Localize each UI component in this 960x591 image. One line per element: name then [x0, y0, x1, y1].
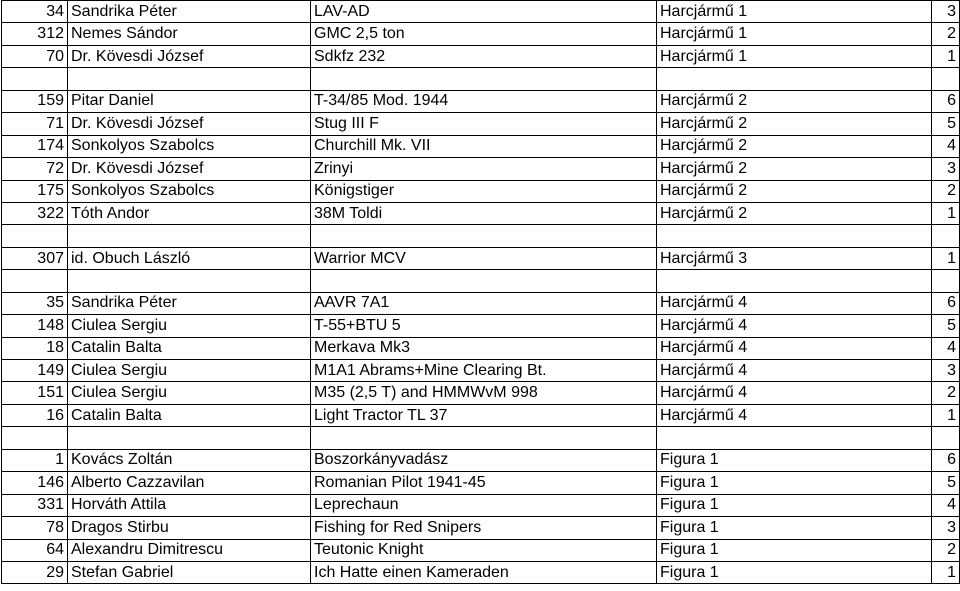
competitor-name-cell: Sandrika Péter — [68, 1, 311, 23]
model-name-cell: LAV-AD — [311, 1, 657, 23]
model-name-cell: T-34/85 Mod. 1944 — [311, 90, 657, 112]
competitor-name-cell: Dr. Kövesdi József — [68, 158, 311, 180]
table-row — [2, 472, 960, 494]
category-cell: Harcjármű 4 — [657, 382, 932, 404]
category-cell: Figura 1 — [657, 494, 932, 516]
entry-id-cell: 174 — [2, 135, 68, 157]
competitor-name-cell: Sonkolyos Szabolcs — [68, 135, 311, 157]
entry-id-cell: 148 — [2, 315, 68, 337]
model-name-cell: Teutonic Knight — [311, 539, 657, 561]
model-name-cell: Romanian Pilot 1941-45 — [311, 472, 657, 494]
table-row — [2, 180, 960, 202]
placement-cell: 1 — [932, 202, 960, 224]
competitor-name-cell: Catalin Balta — [68, 337, 311, 359]
placement-cell: 6 — [932, 292, 960, 314]
category-cell: Figura 1 — [657, 517, 932, 539]
table-row — [2, 1, 960, 23]
competitor-name-cell: Alberto Cazzavilan — [68, 472, 311, 494]
category-cell: Harcjármű 4 — [657, 292, 932, 314]
entry-id-cell: 149 — [2, 360, 68, 382]
table-row — [2, 292, 960, 314]
entry-id-cell: 70 — [2, 45, 68, 67]
entry-id-cell: 78 — [2, 517, 68, 539]
category-cell: Harcjármű 2 — [657, 180, 932, 202]
entry-id-cell: 151 — [2, 382, 68, 404]
table-row — [2, 494, 960, 516]
entry-id-cell: 312 — [2, 23, 68, 45]
entry-id-cell: 34 — [2, 1, 68, 23]
model-name-cell: Stug III F — [311, 113, 657, 135]
separator-row — [2, 225, 960, 247]
category-cell: Harcjármű 2 — [657, 135, 932, 157]
entry-id-cell: 322 — [2, 202, 68, 224]
table-row — [2, 382, 960, 404]
placement-cell: 3 — [932, 1, 960, 23]
placement-cell: 5 — [932, 315, 960, 337]
competitor-name-cell: Ciulea Sergiu — [68, 360, 311, 382]
placement-cell: 4 — [932, 135, 960, 157]
placement-cell: 1 — [932, 247, 960, 269]
competitor-name-cell: Tóth Andor — [68, 202, 311, 224]
placement-cell: 2 — [932, 23, 960, 45]
entry-id-cell: 175 — [2, 180, 68, 202]
placement-cell: 5 — [932, 472, 960, 494]
category-cell: Harcjármű 1 — [657, 1, 932, 23]
category-cell: Harcjármű 4 — [657, 360, 932, 382]
placement-cell: 4 — [932, 494, 960, 516]
entry-id-cell: 64 — [2, 539, 68, 561]
results-table-body — [2, 1, 960, 584]
category-cell: Harcjármű 1 — [657, 45, 932, 67]
separator-row — [2, 427, 960, 449]
model-name-cell: Zrinyi — [311, 158, 657, 180]
empty-cell — [68, 68, 311, 90]
model-name-cell: Boszorkányvadász — [311, 449, 657, 471]
table-row — [2, 23, 960, 45]
entry-id-cell: 29 — [2, 561, 68, 583]
table-row — [2, 135, 960, 157]
competitor-name-cell: Sonkolyos Szabolcs — [68, 180, 311, 202]
entry-id-cell: 331 — [2, 494, 68, 516]
model-name-cell: Fishing for Red Snipers — [311, 517, 657, 539]
placement-cell: 3 — [932, 158, 960, 180]
table-row — [2, 539, 960, 561]
category-cell: Figura 1 — [657, 539, 932, 561]
empty-cell — [2, 68, 68, 90]
model-name-cell: 38M Toldi — [311, 202, 657, 224]
empty-cell — [68, 225, 311, 247]
model-name-cell: M35 (2,5 T) and HMMWvM 998 — [311, 382, 657, 404]
category-cell: Harcjármű 3 — [657, 247, 932, 269]
model-name-cell: Leprechaun — [311, 494, 657, 516]
model-name-cell: Warrior MCV — [311, 247, 657, 269]
competitor-name-cell: Pitar Daniel — [68, 90, 311, 112]
category-cell: Figura 1 — [657, 472, 932, 494]
empty-cell — [2, 270, 68, 292]
table-row — [2, 337, 960, 359]
model-name-cell: Churchill Mk. VII — [311, 135, 657, 157]
category-cell: Figura 1 — [657, 561, 932, 583]
competitor-name-cell: Alexandru Dimitrescu — [68, 539, 311, 561]
empty-cell — [311, 427, 657, 449]
table-row — [2, 404, 960, 426]
table-row — [2, 202, 960, 224]
competitor-name-cell: Dr. Kövesdi József — [68, 45, 311, 67]
competitor-name-cell: Ciulea Sergiu — [68, 315, 311, 337]
model-name-cell: T-55+BTU 5 — [311, 315, 657, 337]
placement-cell: 2 — [932, 382, 960, 404]
empty-cell — [657, 427, 932, 449]
table-row — [2, 90, 960, 112]
competitor-name-cell: Ciulea Sergiu — [68, 382, 311, 404]
table-row — [2, 158, 960, 180]
competitor-name-cell: Sandrika Péter — [68, 292, 311, 314]
competitor-name-cell: Kovács Zoltán — [68, 449, 311, 471]
empty-cell — [932, 68, 960, 90]
category-cell: Harcjármű 2 — [657, 90, 932, 112]
placement-cell: 1 — [932, 561, 960, 583]
category-cell: Harcjármű 4 — [657, 337, 932, 359]
model-name-cell: GMC 2,5 ton — [311, 23, 657, 45]
empty-cell — [657, 225, 932, 247]
entry-id-cell: 1 — [2, 449, 68, 471]
empty-cell — [2, 225, 68, 247]
table-row — [2, 113, 960, 135]
table-row — [2, 360, 960, 382]
empty-cell — [311, 68, 657, 90]
category-cell: Harcjármű 1 — [657, 23, 932, 45]
category-cell: Harcjármű 2 — [657, 113, 932, 135]
empty-cell — [932, 225, 960, 247]
competitor-name-cell: Dr. Kövesdi József — [68, 113, 311, 135]
category-cell: Harcjármű 4 — [657, 404, 932, 426]
placement-cell: 2 — [932, 539, 960, 561]
model-name-cell: Sdkfz 232 — [311, 45, 657, 67]
entry-id-cell: 146 — [2, 472, 68, 494]
placement-cell: 1 — [932, 404, 960, 426]
table-row — [2, 45, 960, 67]
entry-id-cell: 307 — [2, 247, 68, 269]
category-cell: Harcjármű 2 — [657, 202, 932, 224]
competitor-name-cell: Horváth Attila — [68, 494, 311, 516]
empty-cell — [932, 427, 960, 449]
entry-id-cell: 35 — [2, 292, 68, 314]
empty-cell — [311, 270, 657, 292]
placement-cell: 4 — [932, 337, 960, 359]
model-name-cell: M1A1 Abrams+Mine Clearing Bt. — [311, 360, 657, 382]
table-row — [2, 517, 960, 539]
empty-cell — [657, 270, 932, 292]
empty-cell — [311, 225, 657, 247]
placement-cell: 3 — [932, 360, 960, 382]
model-name-cell: Ich Hatte einen Kameraden — [311, 561, 657, 583]
category-cell: Harcjármű 4 — [657, 315, 932, 337]
entry-id-cell: 18 — [2, 337, 68, 359]
empty-cell — [2, 427, 68, 449]
empty-cell — [68, 270, 311, 292]
entry-id-cell: 72 — [2, 158, 68, 180]
placement-cell: 3 — [932, 517, 960, 539]
empty-cell — [68, 427, 311, 449]
separator-row — [2, 270, 960, 292]
competitor-name-cell: Dragos Stirbu — [68, 517, 311, 539]
placement-cell: 6 — [932, 449, 960, 471]
placement-cell: 6 — [932, 90, 960, 112]
entry-id-cell: 159 — [2, 90, 68, 112]
placement-cell: 2 — [932, 180, 960, 202]
empty-cell — [657, 68, 932, 90]
placement-cell: 1 — [932, 45, 960, 67]
category-cell: Harcjármű 2 — [657, 158, 932, 180]
model-name-cell: AAVR 7A1 — [311, 292, 657, 314]
competitor-name-cell: id. Obuch László — [68, 247, 311, 269]
empty-cell — [932, 270, 960, 292]
table-row — [2, 315, 960, 337]
table-row — [2, 247, 960, 269]
table-row — [2, 449, 960, 471]
entry-id-cell: 71 — [2, 113, 68, 135]
category-cell: Figura 1 — [657, 449, 932, 471]
placement-cell: 5 — [932, 113, 960, 135]
model-name-cell: Light Tractor TL 37 — [311, 404, 657, 426]
results-table — [1, 0, 960, 584]
entry-id-cell: 16 — [2, 404, 68, 426]
competitor-name-cell: Nemes Sándor — [68, 23, 311, 45]
table-row — [2, 561, 960, 583]
model-name-cell: Königstiger — [311, 180, 657, 202]
competitor-name-cell: Catalin Balta — [68, 404, 311, 426]
competitor-name-cell: Stefan Gabriel — [68, 561, 311, 583]
model-name-cell: Merkava Mk3 — [311, 337, 657, 359]
separator-row — [2, 68, 960, 90]
